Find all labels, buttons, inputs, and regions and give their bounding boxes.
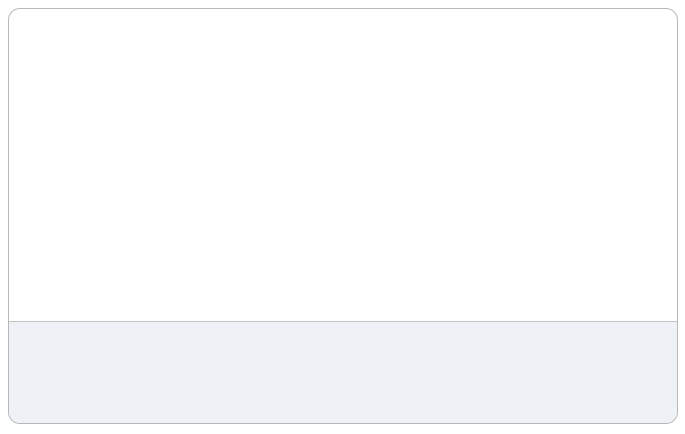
large-numbers-section	[9, 322, 677, 423]
numbers-0-99-section	[9, 9, 677, 321]
number-chart-card	[8, 8, 678, 424]
